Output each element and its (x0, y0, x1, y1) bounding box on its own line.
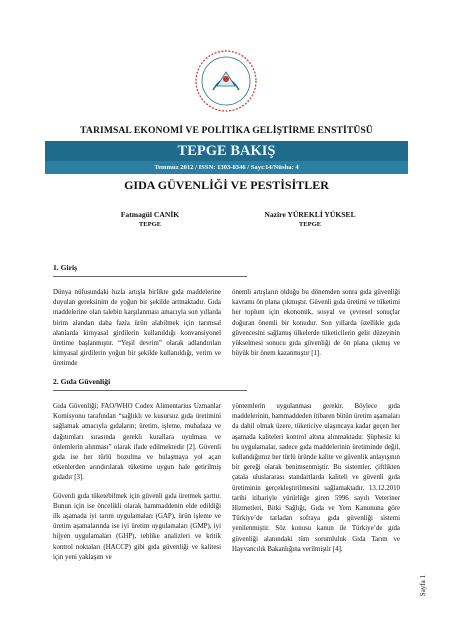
paragraph: önemli artışların olduğu bu dönemden sonra gıda güvenliği kavramı ön plana çıkmıştır. Güvenli gıda üretimi ve tüketimi her toplum için ekonomik, sosyal ve çevresel sonuçlar doğuran önemli bir konudur. Son yıllarda özellikle gıda güvencesini sağlamış ülkelerde tüketicilerin gelir düzeyinin yükselmesi sonucu gıda güvenliği de ön plana çıkmış ve büyük bir önem kazanmıştır [1]. (232, 289, 400, 358)
paragraph: yöntemlerin uygulanması gerekir. Böylece gıda maddelerinin, hammaddeden itibaren bütün üretim aşamaları da dahil olmak üzere, tüketiciye ulaşıncaya kadar geçen her aşamada kaliteleri kontrol altına alınmaktadır. Şüphesiz ki bu uygulamalar, sadece gıda maddelerinin üretiminde değil, kullandığımız her türlü üründe kalite ve güvenlik anlayışının bir gereği olarak benimsenmiştir. Bu sistemler, çiftlikten çatala uluslararası standartlarda kaliteli ve güvenli gıda üretiminin gerçekleştirilmesini sağlamaktadır. 13.12.2010 tarihi itibariyle yürürlüğe giren 5996 sayılı Veteriner Hizmetleri, Bitki Sağlığı, Gıda ve Yem Kanununa göre Türkiye’de tarladan sofraya gıda güvenliği sistemi yenilenmiştir. Söz konusu kanun ile Türkiye’de gıda güvenliği alanındaki tüm sorumluluk Gıda Tarım ve Hayvancılık Bakanlığına verilmiştir [4]. (232, 403, 400, 553)
section-heading-food-safety: 2. Gıda Güvenliği (53, 377, 111, 386)
page-number: Sayfa 1 (419, 575, 427, 597)
intro-left-column (53, 288, 221, 378)
food-safety-right-column (232, 402, 400, 563)
author-institution: TEPGE (298, 221, 322, 228)
article-title: GIDA GÜVENLİĞİ VE PESTİSİTLER (124, 178, 329, 192)
author-1 (95, 210, 205, 228)
paragraph: Gıda Güvenliği; FAO/WHO Codex Alimentarius Uzmanlar Komisyonu tarafından “sağlıklı ve kusursuz gıda üretimini sağlamak amacıyla gıdaların; üretim, işleme, muhafaza ve dağıtımları sırasında gerekli kurallara uyulması ve önlemlerin alınması” olarak ifade edilmektedir [2]. Güvenli gıda ise her türlü bozulma ve bulaşmaya yol açan etkenlerden arındırılarak tüketime uygun hale getirilmiş gıdadır [3]. (53, 403, 221, 482)
author-2 (230, 210, 390, 228)
institute-logo (193, 48, 259, 114)
banner-subtitle: Temmuz 2012 / ISSN: 1303-8346 / Sayı:14/Nüsha: 4 (45, 161, 408, 174)
paragraph: Dünya nüfusundaki hızla artışla birlikte gıda maddelerine duyulan gereksinim de yoğun bir şekilde artmaktadır. Gıda maddelerine olan talebin karşılanması amacıyla son yıllarda birim alandan daha fazla ürün alabilmek için tarımsal alanlarda kimyasal girdilerin kullanıldığı konvansiyonel üretime başlanmıştır. “Yeşil devrim” olarak adlandırılan kimyasal girdilerin yoğun bir şekilde kullanıldığı, verim ve üretimde (53, 289, 221, 368)
banner-title: TEPGE BAKIŞ (177, 143, 276, 159)
intro-right-column (232, 288, 400, 367)
section-heading-intro: 1. Giriş (53, 263, 78, 272)
institute-name: TARIMSAL EKONOMİ VE POLİTİKA GELİŞTİRME ENSTİTÜSÜ (80, 125, 373, 136)
food-safety-left-column (53, 402, 221, 571)
author-institution: TEPGE (138, 221, 162, 228)
author-name: Nazire YÜREKLİ YÜKSEL (264, 210, 356, 219)
author-name: Fatmagül CANİK (120, 210, 180, 219)
paragraph: Güvenli gıda tüketebilmek için güvenli gıda üretmek şarttır. Bunun için ise öncelikli olarak hammaddenin elde edildiği ilk aşamada iyi tarım uygulamaları (GAP), ürün işleme ve üretim aşamalarında ise iyi üretim uygulamaları (GMP), iyi hijyen uygulamaları (GHP), tehlike analizleri ve kritik kontrol noktaları (HACCP) gibi gıda güvenliği ve kalitesi için yeni yaklaşım ve (53, 492, 221, 561)
